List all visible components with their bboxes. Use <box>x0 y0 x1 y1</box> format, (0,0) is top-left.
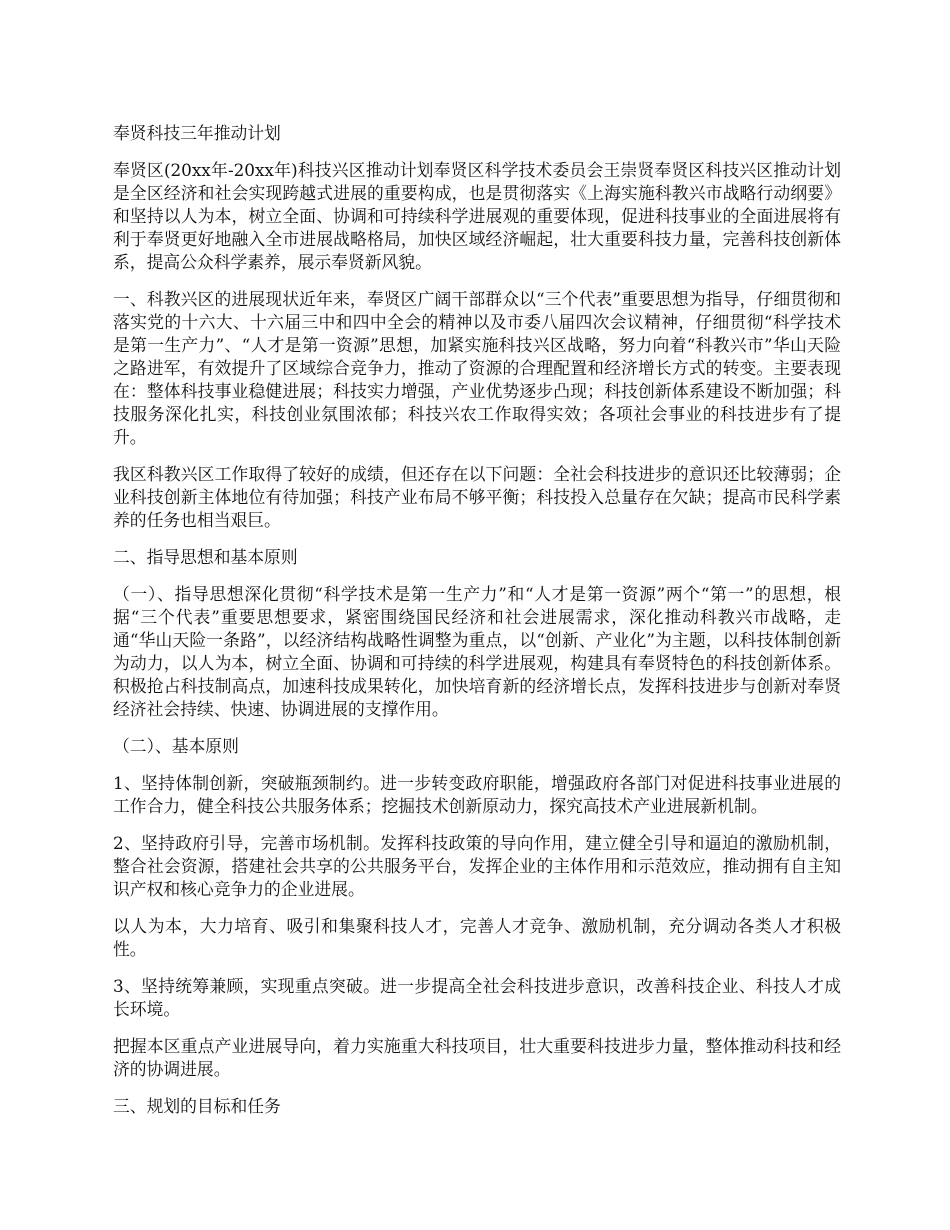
document-page <box>113 122 841 1132</box>
paragraph-principle-1: 1、坚持体制创新，突破瓶颈制约。进一步转变政府职能，增强政府各部门对促进科技事业进展的工作合力，健全科技公共服务体系；挖掘技术创新原动力，探究高技术产业进展新机制。 <box>113 773 841 816</box>
paragraph-guiding-thought: （一）、指导思想深化贯彻“科学技术是第一生产力”和“人才是第一资源”两个“第一”的思想，根据“三个代表”重要思想要求，紧密围绕国民经济和社会进展需求，深化推动科教兴市战略，走通“华山天险一条路”，以经济结构战略性调整为重点，以“创新、产业化”为主题，以科技体制创新为动力，以人为本，树立全面、协调和可持续的科学进展观，构建具有奉贤特色的科技创新体系。积极抢占科技制高点，加速科技成果转化，加快培育新的经济增长点，发挥科技进步与创新对奉贤经济社会持续、快速、协调进展的支撑作用。 <box>113 584 841 719</box>
section-heading-3: 三、规划的目标和任务 <box>113 1096 281 1116</box>
paragraph-principle-2: 2、坚持政府引导，完善市场机制。发挥科技政策的导向作用，建立健全引导和逼迫的激励机制，整合社会资源，搭建社会共享的公共服务平台，发挥企业的主体作用和示范效应，推动拥有自主知识产权和核心竞争力的企业进展。 <box>113 833 841 899</box>
subheading-basic-principles: （二）、基本原则 <box>113 736 239 756</box>
paragraph-key-industries: 把握本区重点产业进展导向，着力实施重大科技项目，壮大重要科技进步力量，整体推动科技和经济的协调进展。 <box>113 1036 841 1079</box>
paragraph-people-oriented: 以人为本，大力培育、吸引和集聚科技人才，完善人才竞争、激励机制，充分调动各类人才积极性。 <box>113 916 841 959</box>
paragraph-principle-3: 3、坚持统筹兼顾，实现重点突破。进一步提高全社会科技进步意识，改善科技企业、科技人才成长环境。 <box>113 976 841 1019</box>
paragraph-intro: 奉贤区(20xx年-20xx年)科技兴区推动计划奉贤区科学技术委员会王崇贤奉贤区科技兴区推动计划是全区经济和社会实现跨越式进展的重要构成，也是贯彻落实《上海实施科教兴市战略行动纲要》和坚持以人为本，树立全面、协调和可持续科学进展观的重要体现，促进科技事业的全面进展将有利于奉贤更好地融入全市进展战略格局，加快区域经济崛起，壮大重要科技力量，完善科技创新体系，提高公众科学素养，展示奉贤新风貌。 <box>113 160 841 272</box>
document-title: 奉贤科技三年推动计划 <box>113 123 281 143</box>
paragraph-section-1: 一、科教兴区的进展现状近年来，奉贤区广阔干部群众以“三个代表”重要思想为指导，仔细贯彻和落实党的十六大、十六届三中和四中全会的精神以及市委八届四次会议精神，仔细贯彻“科学技术是第一生产力”、“人才是第一资源”思想，加紧实施科技兴区战略，努力向着“科教兴市”华山天险之路进军，有效提升了区域综合竞争力，推动了资源的合理配置和经济增长方式的转变。主要表现在：整体科技事业稳健进展；科技实力增强，产业优势逐步凸现；科技创新体系建设不断加强；科技服务深化扎实，科技创业氛围浓郁；科技兴农工作取得实效；各项社会事业的科技进步有了提升。 <box>113 289 841 447</box>
section-heading-2: 二、指导思想和基本原则 <box>113 547 298 567</box>
paragraph-problems: 我区科教兴区工作取得了较好的成绩，但还存在以下问题：全社会科技进步的意识还比较薄弱；企业科技创新主体地位有待加强；科技产业布局不够平衡；科技投入总量存在欠缺；提高市民科学素养的任务也相当艰巨。 <box>113 464 841 530</box>
